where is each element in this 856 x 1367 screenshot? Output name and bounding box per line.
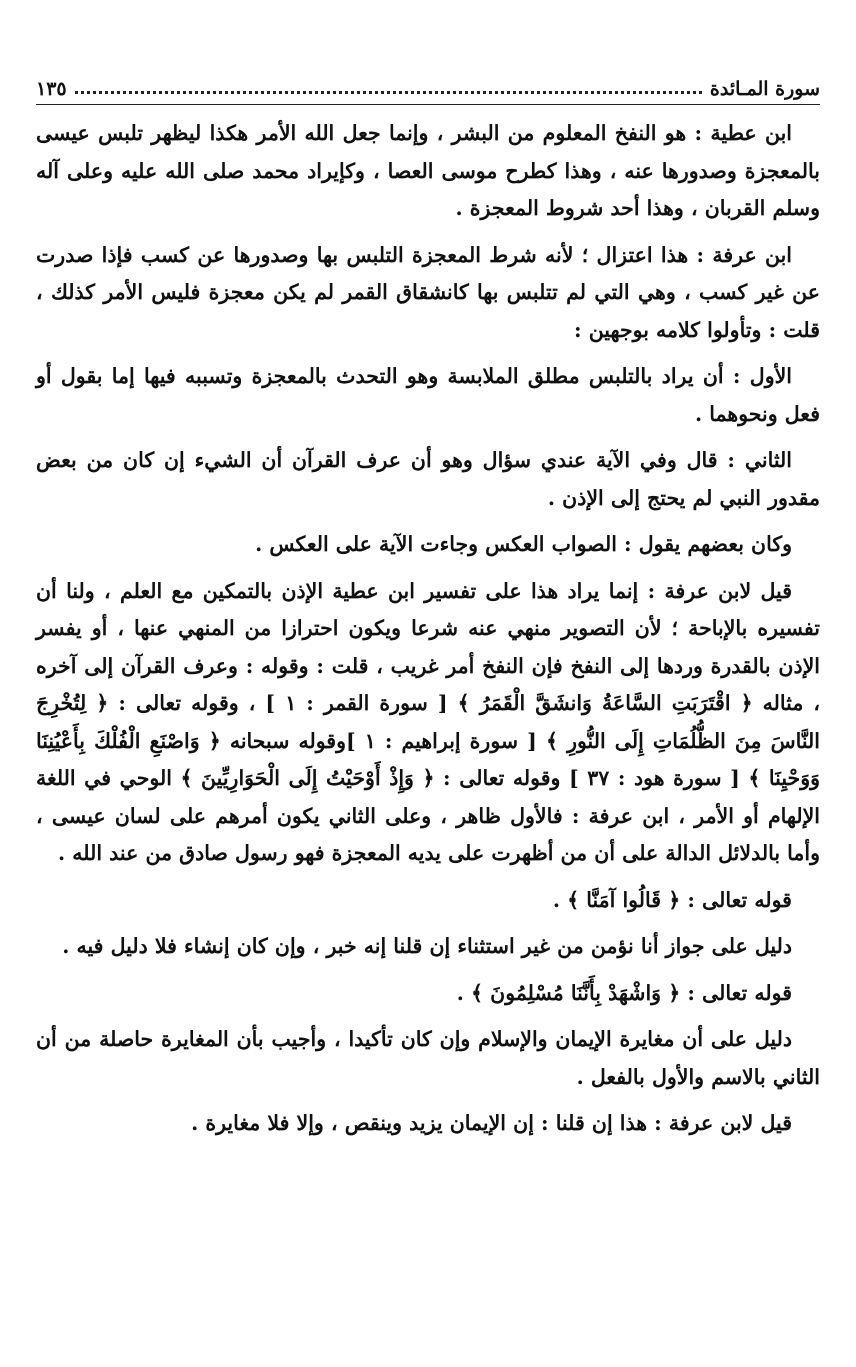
paragraph: قيل لابن عرفة : إنما يراد هذا على تفسير ابن عطية الإذن بالتمكين مع العلم ، ولنا أن تفسيره بالإباحة ؛ لأن التصوير منهي عنه شرعا ويكون احترازا من المنهي عنها ، أو يفسر الإذن بالقدرة وردها إلى النفخ فإن النفخ أمر غريب ، قلت : وقوله : وعرف القرآن إلى آخره ، مثاله ﴿ اقْتَرَبَتِ السَّاعَةُ وَانشَقَّ الْقَمَرُ ﴾ [ سورة القمر : ١ ] ، وقوله تعالى : ﴿ لِتُخْرِجَ النَّاسَ مِنَ الظُّلُمَاتِ إِلَى النُّورِ ﴾ [ سورة إبراهيم : ١ ]وقوله سبحانه ﴿ وَاصْنَعِ الْفُلْكَ بِأَعْيُنِنَا وَوَحْيِنَا ﴾ [ سورة هود : ٣٧ ] وقوله تعالى : ﴿ وَإِذْ أَوْحَيْتُ إِلَى الْحَوَارِيِّينَ ﴾ الوحي في اللغة الإلهام أو الأمر ، ابن عرفة : فالأول ظاهر ، وعلى الثاني يكون أمرهم على لسان عيسى ، وأما بالدلائل الدالة على أن من أظهرت على يديه المعجزة فهو رسول صادق من عند الله . <box>36 578 820 865</box>
paragraph: دليل على أن مغايرة الإيمان والإسلام وإن كان تأكيدا ، وأجيب بأن المغايرة حاصلة من أن الثاني بالاسم والأول بالفعل . <box>36 1027 820 1089</box>
paragraph: قوله تعالى : ﴿ قَالُوا آمَنَّا ﴾ . <box>552 887 792 912</box>
header-rule <box>36 104 820 105</box>
paragraph: ابن عطية : هو النفخ المعلوم من البشر ، وإنما جعل الله الأمر هكذا ليظهر تلبس عيسى بالمعجزة وصدورها عنه ، وهذا كطرح موسى العصا ، وكإيراد محمد صلى الله عليه وعلى آله وسلم القربان ، وهذا أحد شروط المعجزة . <box>36 121 820 220</box>
surah-title: سورة المـائدة <box>709 78 820 100</box>
leader-dots <box>75 81 702 94</box>
paragraph: الثاني : قال وفي الآية عندي سؤال وهو أن عرف القرآن أن الشيء إن كان من بعض مقدور النبي لم يحتج إلى الإذن . <box>36 448 820 510</box>
paragraph: قوله تعالى : ﴿ وَاشْهَدْ بِأَنَّنَا مُسْلِمُونَ ﴾ . <box>456 980 792 1005</box>
paragraph: دليل على جواز أنا نؤمن من غير استثناء إن قلنا إنه خبر ، وإن كان إنشاء فلا دليل فيه . <box>62 934 792 958</box>
paragraph: ابن عرفة : هذا اعتزال ؛ لأنه شرط المعجزة التلبس بها وصدورها عن كسب فإذا صدرت عن غير كسب ، وهي التي لم تتلبس بها كانشقاق القمر لم يكن معجزة فليس الأمر كذلك ، قلت : وتأولوا كلامه بوجهين : <box>36 242 820 342</box>
paragraph: وكان بعضهم يقول : الصواب العكس وجاءت الآية على العكس . <box>255 532 792 556</box>
page-body <box>36 115 820 1143</box>
page-number: ١٣٥ <box>36 78 67 100</box>
paragraph: قيل لابن عرفة : هذا إن قلنا : إن الإيمان يزيد وينقص ، وإلا فلا مغايرة . <box>191 1111 792 1135</box>
paragraph: الأول : أن يراد بالتلبس مطلق الملابسة وهو التحدث بالمعجزة وتسببه فيها إما بقول أو فعل ونحوهما . <box>36 364 820 426</box>
running-header <box>36 70 820 100</box>
